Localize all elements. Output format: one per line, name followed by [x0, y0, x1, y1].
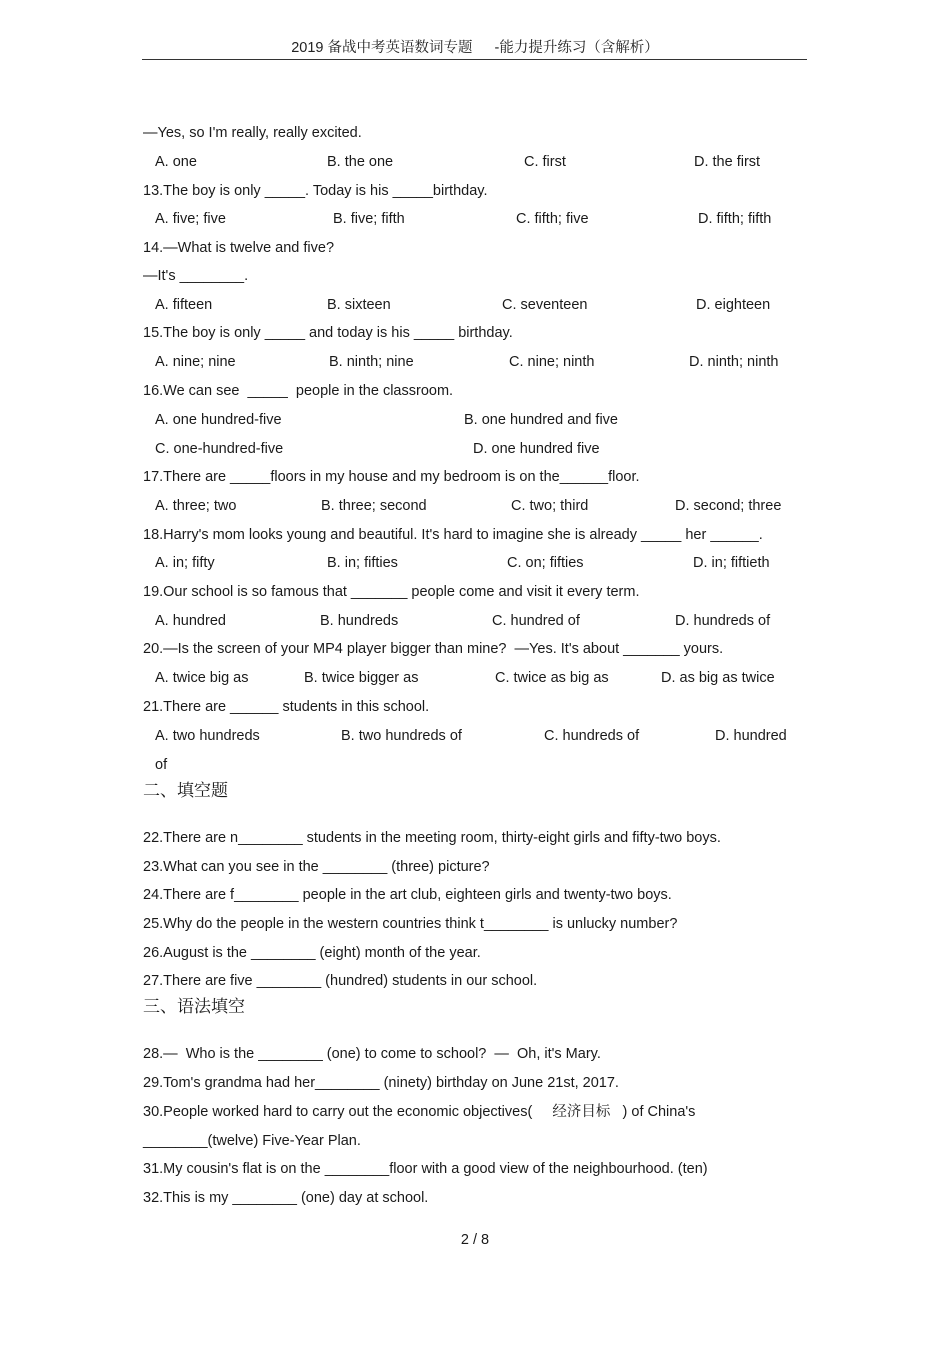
- question-22: 22.There are n________ students in the meeting room, thirty-eight girls and fifty-two boys.: [143, 830, 721, 846]
- question-31: 31.My cousin's flat is on the ________floor with a good view of the neighbourhood. (ten): [143, 1161, 708, 1177]
- option-c: C. first: [524, 154, 566, 170]
- page-number: 2 / 8: [460, 1232, 490, 1248]
- option-b: B. one hundred and five: [464, 412, 618, 428]
- option-b: B. twice bigger as: [304, 670, 419, 686]
- question-13: 13.The boy is only _____. Today is his _____birthday.: [143, 183, 488, 199]
- option-d: D. hundreds of: [675, 613, 771, 629]
- header-title-right: -能力提升练习（含解析）: [494, 40, 659, 56]
- question-14: 14.—What is twelve and five?: [143, 240, 335, 256]
- question-27: 27.There are five ________ (hundred) students in our school.: [143, 973, 538, 989]
- option-d: D. fifth; fifth: [698, 211, 772, 227]
- page-header: [0, 36, 950, 57]
- option-a: A. three; two: [155, 498, 237, 514]
- question-26: 26.August is the ________ (eight) month of the year.: [143, 945, 481, 961]
- option-b: B. three; second: [321, 498, 427, 514]
- option-d-continued: of: [155, 757, 168, 773]
- question-17: 17.There are _____floors in my house and my bedroom is on the______floor.: [143, 469, 640, 485]
- question-20: 20.—Is the screen of your MP4 player bigger than mine? —Yes. It's about _______ yours.: [143, 641, 724, 657]
- option-d: D. the first: [694, 154, 761, 170]
- header-divider: [142, 59, 807, 60]
- question-23: 23.What can you see in the ________ (three) picture?: [143, 859, 490, 875]
- option-d: D. ninth; ninth: [689, 354, 779, 370]
- option-a: A. nine; nine: [155, 354, 236, 370]
- option-b: B. five; fifth: [333, 211, 405, 227]
- question-15: 15.The boy is only _____ and today is his _____ birthday.: [143, 325, 513, 341]
- option-d: D. one hundred five: [473, 441, 600, 457]
- header-title-left: 2019 备战中考英语数词专题: [291, 40, 473, 56]
- question-25: 25.Why do the people in the western countries think t________ is unlucky number?: [143, 916, 678, 932]
- option-c: C. twice as big as: [495, 670, 609, 686]
- option-c: C. seventeen: [502, 297, 588, 313]
- question-30: 30.People worked hard to carry out the economic objectives( 经济目标 ) of China's: [143, 1104, 696, 1120]
- option-c: C. nine; ninth: [509, 354, 595, 370]
- question-14-answer: —It's ________.: [143, 268, 249, 284]
- option-c: C. hundred of: [492, 613, 580, 629]
- question-30-continued: ________(twelve) Five-Year Plan.: [143, 1133, 361, 1149]
- option-b: B. sixteen: [327, 297, 391, 313]
- option-d: D. second; three: [675, 498, 782, 514]
- option-c: C. on; fifties: [507, 555, 584, 571]
- option-a: A. five; five: [155, 211, 226, 227]
- option-a: A. fifteen: [155, 297, 213, 313]
- option-d: D. as big as twice: [661, 670, 775, 686]
- option-b: B. two hundreds of: [341, 728, 462, 744]
- option-c: C. fifth; five: [516, 211, 589, 227]
- question-16: 16.We can see _____ people in the classroom.: [143, 383, 454, 399]
- option-b: B. hundreds: [320, 613, 399, 629]
- section-title-fill-in: 二、填空题: [143, 781, 228, 801]
- option-a: A. one hundred-five: [155, 412, 282, 428]
- option-a: A. twice big as: [155, 670, 249, 686]
- option-b: B. ninth; nine: [329, 354, 414, 370]
- question-24: 24.There are f________ people in the art club, eighteen girls and twenty-two boys.: [143, 887, 672, 903]
- option-a: A. two hundreds: [155, 728, 260, 744]
- option-a: A. in; fifty: [155, 555, 215, 571]
- question-21: 21.There are ______ students in this school.: [143, 699, 430, 715]
- section-title-grammar: 三、语法填空: [143, 997, 245, 1017]
- question-29: 29.Tom's grandma had her________ (ninety) birthday on June 21st, 2017.: [143, 1075, 619, 1091]
- question-28: 28.— Who is the ________ (one) to come to school? — Oh, it's Mary.: [143, 1046, 601, 1062]
- option-c: C. one-hundred-five: [155, 441, 284, 457]
- option-d: D. eighteen: [696, 297, 771, 313]
- option-d: D. hundred: [715, 728, 787, 744]
- question-19: 19.Our school is so famous that _______ people come and visit it every term.: [143, 584, 640, 600]
- option-b: B. in; fifties: [327, 555, 398, 571]
- question-line: —Yes, so I'm really, really excited.: [143, 125, 362, 141]
- question-18: 18.Harry's mom looks young and beautiful. It's hard to imagine she is already _____ her ______.: [143, 527, 763, 543]
- question-32: 32.This is my ________ (one) day at school.: [143, 1190, 429, 1206]
- option-b: B. the one: [327, 154, 394, 170]
- option-a: A. hundred: [155, 613, 226, 629]
- option-d: D. in; fiftieth: [693, 555, 770, 571]
- option-a: A. one: [155, 154, 197, 170]
- option-c: C. two; third: [511, 498, 589, 514]
- option-c: C. hundreds of: [544, 728, 640, 744]
